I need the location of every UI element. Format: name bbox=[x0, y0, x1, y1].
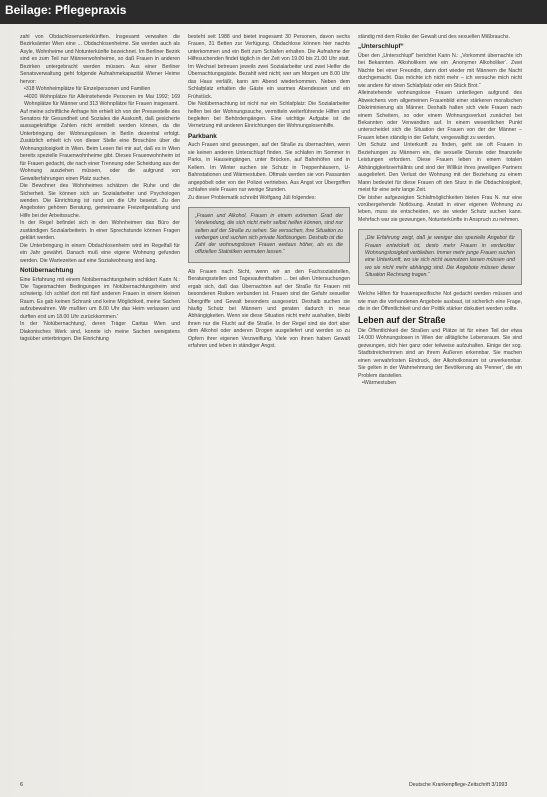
paragraph: In der 'Notübernachtung', deren Träger Caritas Wien und Diakonisches Werk sind, konnte ich meine Sachen wenigstens tagsüber unterbringen. Die Einrichtung bbox=[20, 321, 180, 343]
journal-citation: Deutsche Krankenpflege-Zeitschrift 3/1993 bbox=[409, 782, 508, 788]
paragraph: Die Unterbringung in einem Obdachlosenheim wird im Regelfall für ein Jahr gewährt. Danach muß eine eigene Wohnung gefunden werden. Die Wartezeiten auf eine Sozialwohnung sind lang. bbox=[20, 242, 180, 264]
text-column-3 bbox=[358, 34, 522, 388]
paragraph: Die Notübernachtung ist nicht nur ein Schlafplatz: Die Sozialarbeiter helfen bei der Wohnungssuche, vermitteln weiterführende Hilfen und begleiten bei Behördengängen. Eine wichtige Aufgabe ist die Vernetzung mit anderen Einrichtungen der Wohnungslosenhilfe. bbox=[188, 101, 350, 130]
subheading-unterschlupf: „Unterschlupf“ bbox=[358, 43, 404, 51]
subheading-notuebernachtung: Notübernachtung bbox=[20, 267, 74, 275]
paragraph: Über den „Unterschlupf“ berichtet Karin N.: „Vorkommt übernachte ich bei Bekannten. Alkoholikern wie ein ‚Anonymer Alkoholiker‘. Zwei Nächte bei einer Freundin, dann dort wieder mit Männern die Nacht durchgemacht. Das möchte ich nicht mehr – ich versuche mich nicht wie andere für einen Schlafplatz oder ein Stück Brot.“ bbox=[358, 52, 522, 89]
section-title: Beilage: Pflegepraxis bbox=[5, 3, 127, 17]
page-header bbox=[0, 0, 547, 24]
paragraph: Welche Hilfen für frauenspezifische Not gedacht werden müssen und wie man die vorhandenen Angebote ausbaut, ist sicherlich eine Frage, die in der Öffentlichkeit und der Politik stärker diskutiert werden sollte. bbox=[358, 291, 522, 313]
page-number: 6 bbox=[20, 782, 24, 788]
paragraph: Zu dieser Problematik schreibt Wolfgang Jüli folgendes: bbox=[188, 194, 316, 201]
section-heading-leben-auf-der-strasse: Leben auf der Straße bbox=[358, 315, 446, 326]
paragraph: Um Schutz und Unterkunft zu finden, geht sie oft Frauen in Beziehungen zu Männern ein, die sexuelle Dienste oder finanzielle Leistungen erfordern. Diese Frauen leben in einem totalen Abhängigkeitsverhältnis und sind der Willkür ihres jeweiligen Partners ausgeliefert. Den Verlust der Wohnung mit der Beziehung zu einem Mann bedeutet für diese Frauen oft den Sturz in die Obdachlosigkeit, meist für eine sehr lange Zeit. bbox=[358, 142, 522, 194]
paragraph: zahl von Obdachlosenunterkünften. Insgesamt verwalten die Bezirksämter Wien eine ... Obdachlosenheime. Sie werden auch als Asyle, Wohnheime und Notunterkünfte bezeichnet. Im Berliner Bezirk sind es zum Teil nur Männerwohnheime, so daß Frauen in anderen Bezirken untergebracht werden müssen. Aus einer Berliner Senatsverwaltung geht folgende Aufnahmekapazität Wiener Heime hervor: bbox=[20, 34, 180, 85]
subheading-parkbank: Parkbank bbox=[188, 132, 217, 140]
text-column-1 bbox=[20, 34, 180, 344]
paragraph: ständig mit dem Risiko der Gewalt und des sexuellen Mißbrauchs. bbox=[358, 34, 510, 40]
paragraph: besteht seit 1988 und bietet insgesamt 30 Personen, davon sechs Frauen, 31 Betten zur Verfügung. Obdachlose können hier nachts unterkommen und ein Bett zum Schlafen erhalten. Die Aufnahme der Hilfesuchenden findet täglich in der Zeit von 19.00 bis 21.00 Uhr statt. Im Wechsel betreuen jeweils zwei Sozialarbeiter und zwei Helfer die Übernachtungsgäste. Bezahlt wird nicht; wer am Morgen um 8.00 Uhr das Haus verläßt, kann am Abend wiederkommen. Neben dem Schlafplatz erhalten die Gäste ein warmes Abendessen und ein Frühstück. bbox=[188, 34, 350, 100]
paragraph: Die Öffentlichkeit der Straßen und Plätze ist für einen Teil der etwa 14.000 Wohnungslosen in Wien der alltägliche Lebensraum. Sie sind gezwungen, sich hier ganz oder teilweise aufzuhalten. Einige der sog. Stadtstreicherinnen sind an ihrem Äußeren erkennbar. Sie machen einen verwahrlosten Eindruck, der Alkoholkonsum ist unverkennbar. Sie gelten in der Wahrnehmung der Bevölkerung als 'Penner', die ein Problem darstellen. bbox=[358, 327, 522, 379]
paragraph: Auch Frauen sind gezwungen, auf der Straße zu übernachten, wenn sie keinen anderen Unterschlupf finden. Sie schlafen im Sommer in Parks, in Hauseingängen, unter Brücken, auf Bahnhöfen und in Kellern. Im Winter suchen sie Schutz in Treppenhäusern, U-Bahnstationen und Wärmestuben. Oftmals werden sie von Passanten angepöbelt oder von der Polizei vertrieben. Aus Angst vor Übergriffen schlafen viele Frauen nur wenige Stunden. bbox=[188, 142, 350, 194]
paragraph: Als Frauen nach Sicht, wenn wir an den Fachsozialstellen, Beratungsstellen und Tagesaufenthalten ... bei allen Untersuchungen ergab sich, daß das Übernachten auf der Straße für Frauen mit besonderen Risiken verbunden ist. Frauen sind der Gefahr sexueller Übergriffe und Gewalt besonders ausgesetzt. Deshalb suchen sie häufig Schutz bei Männern und geraten dadurch in neue Abhängigkeiten. Wenn sie diese Situation nicht mehr aushalten, bleibt ihnen nur die Flucht auf die Straße. In der Regel sind sie dort aber dem Alkohol oder anderen Drogen ausgeliefert und werden so zu Opfern ihrer eigenen Verzweiflung. Viele von ihnen haben Gewalt erfahren und leben in ständiger Angst. bbox=[188, 268, 350, 350]
paragraph: Alleinstehende wohnungslose Frauen unterliegen aufgrund des Abweichens vom allgemeinen Frauenbild einer stärkeren moralischen Diskriminierung als Männer. Deshalb halten sich viele Frauen nach einem Scheitern, so oder einem Wohnungsverlust zunächst bei Bekannten oder Verwandten auf. In einem wesentlichen Punkt unterscheidet sich die Situation der Frauen von der der Männer – Frauen leben ständig in der Gefahr, vergewaltigt zu werden. bbox=[358, 90, 522, 141]
paragraph: Die Bewohner des Wohnheimes schätzen die Ruhe und die Sicherheit. Sie können sich an Sozialarbeiter und Psychologen wenden. Die Einrichtung ist rund um die Uhr besetzt. Zu den Angeboten gehören Beratung, gemeinsame Freizeitgestaltung und Hilfe bei der Arbeitssuche. bbox=[20, 183, 180, 219]
paragraph: Eine Erfahrung mit einem Notübernachtungsheim schildert Karin N.: 'Die Tagesmachten Bedingungen im Notübernachtungsheim sind schwierig. Ich schlief dort mit fünf anderen Frauen in einem kleinen Raum. Es gab keinen Schrank und keine Möglichkeit, meine Sachen aufzubewahren. Wir mußten um 8.00 Uhr das Heim verlassen und durften erst um 18.00 Uhr zurückkommen.' bbox=[20, 276, 180, 320]
paragraph: In der Regel befindet sich in den Wohnheimen das Büro der zuständigen Sozialarbeiterin. In einer Sprechstunde können Fragen geklärt werden. bbox=[20, 220, 180, 242]
bullet-item: • 4020 Wohnplätze für Alleinstehende Personen im Mai 1992; 169 Wohnplätze für Männer und 313 Wohnplätze für Frauen insgesamt. bbox=[20, 94, 180, 109]
pull-quote: „Die Erfahrung zeigt, daß je weniger das spezielle Angebot für Frauen entwickelt ist, desto mehr Frauen in verdeckter Wohnungslosigkeit verbleiben. Immer mehr junge Frauen suchen eine Unterkunft, wo sie sich nicht ausnutzen lassen müssen und wo sie nicht mehr abhängig sind. Die Angebote müssen dieser Situation Rechnung tragen.“ bbox=[358, 229, 522, 285]
text-column-2 bbox=[188, 34, 350, 351]
bullet-item: • 318 Wohnheimplätze für Einzelpersonen und Familien bbox=[20, 86, 180, 93]
pull-quote: „Frauen und Alkohol, Frauen in einem extremen Grad der Verelendung, die sich nicht mehr selbst helfen können, sind nur selten auf der Straße zu sehen. Sie versuchen, ihre Situation zu verbergen und suchen sich private Notlösungen. Deshalb ist die Zahl der wohnungslosen Frauen weitaus höher, als es die offiziellen Statistiken vermuten lassen.“ bbox=[188, 207, 350, 263]
paragraph: Auf meine schriftliche Anfrage hin erhielt ich von der Pressestelle des Senators für Gesundheit und Soziales die Auskunft, daß gesicherte aussagekräftige Zahlen nicht ermittelt werden können, da die Unterbringung der Wohnungslosen in Berlin dezentral erfolgt. Zusätzlich erhielt ich von dieser Stelle eine Broschüre über die Wohnungslosigkeit in Wien. Beim Lesen fiel mir auf, daß es in Wien bereits spezielle Frauenwohnheime gibt. Dieses Frauenwohnheim ist für Frauen gedacht, die nach einer Trennung oder Scheidung aus der Wohnung ausziehen müssen, oder die aufgrund von Gewalterfahrungen einen Platz suchen. bbox=[20, 108, 180, 182]
paragraph: Die bisher aufgezeigten Schlafmöglichkeiten bieten Frau N. nur eine vorübergehende Notlösung. Anstatt in einer eigenen Wohnung zu leben, muss sie entscheiden, wo sie wieder Schutz suchen kann. Mehrfach war sie gezwungen, Notunterkünfte in Anspruch zu nehmen. bbox=[358, 194, 522, 223]
bullet-item: • Wärmestuben bbox=[358, 380, 522, 387]
